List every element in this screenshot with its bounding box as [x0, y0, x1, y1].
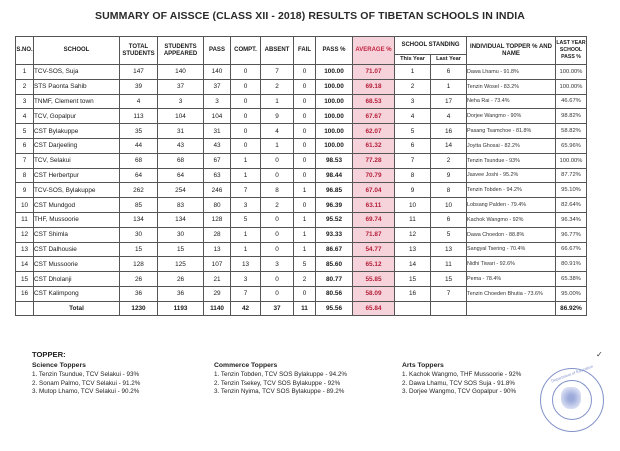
- cell-last-year: 11: [431, 257, 467, 272]
- cell-pass: 128: [204, 212, 231, 227]
- cell-compt: 0: [231, 65, 261, 80]
- cell-pass-pct: 93.33: [316, 227, 353, 242]
- cell-compt: 1: [231, 153, 261, 168]
- cell-absent: 0: [261, 227, 294, 242]
- total-row: [16, 301, 587, 315]
- cell-school: CST Dholanji: [34, 272, 120, 287]
- cell-sno: 16: [16, 286, 34, 301]
- header-appeared: STUDENTS APPEARED: [158, 37, 204, 65]
- cell-avg: 54.77: [353, 242, 395, 257]
- cell-lys: 100.00%: [556, 79, 587, 94]
- total-absent: 37: [261, 301, 294, 315]
- header-last-year: Last Year: [431, 55, 467, 65]
- cell-pass: 107: [204, 257, 231, 272]
- cell-appeared: 64: [158, 168, 204, 183]
- total-compt: 42: [231, 301, 261, 315]
- cell-absent: 9: [261, 109, 294, 124]
- cell-compt: 1: [231, 227, 261, 242]
- cell-fail: 0: [294, 124, 316, 139]
- cell-this-year: 15: [395, 272, 431, 287]
- total-students: 1230: [120, 301, 158, 315]
- cell-compt: 3: [231, 272, 261, 287]
- cell-compt: 3: [231, 198, 261, 213]
- cell-fail: 0: [294, 198, 316, 213]
- cell-sno: 14: [16, 257, 34, 272]
- header-this-year: This Year: [395, 55, 431, 65]
- cell-pass-pct: 100.00: [316, 65, 353, 80]
- total-cell-empty: [16, 301, 34, 315]
- cell-last-year: 6: [431, 212, 467, 227]
- cell-pass: 3: [204, 94, 231, 109]
- cell-pass: 140: [204, 65, 231, 80]
- cell-total: 134: [120, 212, 158, 227]
- page-title: SUMMARY OF AISSCE (CLASS XII - 2018) RESULTS OF TIBETAN SCHOOLS IN INDIA: [95, 10, 525, 22]
- cell-avg: 69.18: [353, 79, 395, 94]
- stamp-emblem-icon: [561, 387, 581, 409]
- cell-appeared: 15: [158, 242, 204, 257]
- cell-lys: 100.00%: [556, 153, 587, 168]
- cell-total: 44: [120, 138, 158, 153]
- cell-fail: 2: [294, 272, 316, 287]
- cell-lys: 58.82%: [556, 124, 587, 139]
- header-pass-pct: PASS %: [316, 37, 353, 65]
- cell-fail: 5: [294, 257, 316, 272]
- cell-this-year: 3: [395, 94, 431, 109]
- cell-pass-pct: 80.77: [316, 272, 353, 287]
- cell-topper: Lobsang Palden - 79.4%: [467, 198, 556, 213]
- cell-total: 64: [120, 168, 158, 183]
- cell-pass-pct: 100.00: [316, 124, 353, 139]
- cell-total: 147: [120, 65, 158, 80]
- cell-absent: 0: [261, 212, 294, 227]
- cell-pass-pct: 80.56: [316, 286, 353, 301]
- table-row: [16, 109, 587, 124]
- cell-sno: 2: [16, 79, 34, 94]
- cell-avg: 65.12: [353, 257, 395, 272]
- cell-fail: 0: [294, 94, 316, 109]
- cell-school: CST Kalimpong: [34, 286, 120, 301]
- total-appeared: 1193: [158, 301, 204, 315]
- header-sno: S.NO.: [16, 37, 34, 65]
- cell-sno: 10: [16, 198, 34, 213]
- header-topper: INDIVIDUAL TOPPER % AND NAME: [467, 37, 556, 65]
- total-average: 65.84: [353, 301, 395, 315]
- list-item: 2. Sonam Palmo, TCV Selakui - 91.2%: [32, 379, 141, 387]
- total-fail: 11: [294, 301, 316, 315]
- cell-school: TCV, Selakui: [34, 153, 120, 168]
- cell-avg: 71.07: [353, 65, 395, 80]
- cell-lys: 87.72%: [556, 168, 587, 183]
- cell-appeared: 68: [158, 153, 204, 168]
- table-row: [16, 272, 587, 287]
- table-row: [16, 79, 587, 94]
- cell-compt: 1: [231, 168, 261, 183]
- cell-this-year: 4: [395, 109, 431, 124]
- cell-this-year: 8: [395, 168, 431, 183]
- header-total: TOTAL STUDENTS: [120, 37, 158, 65]
- cell-appeared: 30: [158, 227, 204, 242]
- cell-compt: 1: [231, 242, 261, 257]
- cell-topper: Tenzin Choeden Bhutia - 73.6%: [467, 286, 556, 301]
- total-last-year-pass: 86.92%: [556, 301, 587, 315]
- total-label: Total: [34, 301, 120, 315]
- cell-pass-pct: 100.00: [316, 94, 353, 109]
- cell-absent: 0: [261, 153, 294, 168]
- cell-avg: 69.74: [353, 212, 395, 227]
- cell-school: TCV, Gopalpur: [34, 109, 120, 124]
- cell-absent: 1: [261, 94, 294, 109]
- cell-lys: 66.67%: [556, 242, 587, 257]
- cell-sno: 8: [16, 168, 34, 183]
- cell-absent: 8: [261, 183, 294, 198]
- cell-appeared: 43: [158, 138, 204, 153]
- cell-last-year: 6: [431, 65, 467, 80]
- results-body: [16, 65, 587, 302]
- cell-absent: 7: [261, 65, 294, 80]
- cell-last-year: 1: [431, 79, 467, 94]
- arts-toppers-title: Arts Toppers: [402, 362, 444, 369]
- cell-lys: 96.34%: [556, 212, 587, 227]
- cell-total: 85: [120, 198, 158, 213]
- cell-compt: 7: [231, 286, 261, 301]
- cell-school: TNMF, Clement town: [34, 94, 120, 109]
- cell-school: CST Herbertpur: [34, 168, 120, 183]
- cell-sno: 3: [16, 94, 34, 109]
- cell-compt: 0: [231, 124, 261, 139]
- cell-total: 36: [120, 286, 158, 301]
- cell-appeared: 254: [158, 183, 204, 198]
- cell-total: 68: [120, 153, 158, 168]
- cell-fail: 0: [294, 138, 316, 153]
- cell-topper: Dawa Lhamu - 91.8%: [467, 65, 556, 80]
- cell-lys: 95.00%: [556, 286, 587, 301]
- cell-topper: Pasang Tsamchoe - 81.8%: [467, 124, 556, 139]
- science-toppers-title: Science Toppers: [32, 362, 86, 369]
- cell-absent: 2: [261, 79, 294, 94]
- cell-this-year: 14: [395, 257, 431, 272]
- cell-pass: 67: [204, 153, 231, 168]
- cell-total: 113: [120, 109, 158, 124]
- cell-pass-pct: 86.67: [316, 242, 353, 257]
- cell-sno: 11: [16, 212, 34, 227]
- cell-appeared: 3: [158, 94, 204, 109]
- cell-topper: Kachok Wangmo - 92%: [467, 212, 556, 227]
- header-absent: ABSENT: [261, 37, 294, 65]
- table-row: [16, 168, 587, 183]
- header-compt: COMPT.: [231, 37, 261, 65]
- cell-lys: 98.82%: [556, 109, 587, 124]
- cell-sno: 13: [16, 242, 34, 257]
- cell-last-year: 2: [431, 153, 467, 168]
- cell-appeared: 36: [158, 286, 204, 301]
- cell-total: 15: [120, 242, 158, 257]
- cell-avg: 77.28: [353, 153, 395, 168]
- table-row: [16, 242, 587, 257]
- cell-school: CST Shimla: [34, 227, 120, 242]
- cell-avg: 67.67: [353, 109, 395, 124]
- list-item: 2. Dawa Lhamu, TCV SOS Suja - 91.8%: [402, 379, 515, 387]
- cell-this-year: 11: [395, 212, 431, 227]
- cell-school: STS Paonta Sahib: [34, 79, 120, 94]
- cell-avg: 61.32: [353, 138, 395, 153]
- table-row: [16, 286, 587, 301]
- cell-pass-pct: 100.00: [316, 109, 353, 124]
- official-stamp: [540, 363, 604, 432]
- table-row: [16, 124, 587, 139]
- cell-topper: Neha Rai - 73.4%: [467, 94, 556, 109]
- header-school: SCHOOL: [34, 37, 120, 65]
- cell-pass: 37: [204, 79, 231, 94]
- cell-pass: 31: [204, 124, 231, 139]
- cell-sno: 12: [16, 227, 34, 242]
- cell-school: CST Bylakuppe: [34, 124, 120, 139]
- cell-sno: 4: [16, 109, 34, 124]
- cell-last-year: 5: [431, 227, 467, 242]
- table-row: [16, 138, 587, 153]
- cell-this-year: 5: [395, 124, 431, 139]
- cell-pass-pct: 96.85: [316, 183, 353, 198]
- cell-sno: 6: [16, 138, 34, 153]
- list-item: 1. Tenzin Tobden, TCV SOS Bylakuppe - 94.2%: [214, 371, 348, 378]
- cell-absent: 3: [261, 257, 294, 272]
- cell-lys: 100.00%: [556, 65, 587, 80]
- commerce-toppers: [214, 362, 347, 397]
- table-row: [16, 227, 587, 242]
- table-row: [16, 153, 587, 168]
- cell-appeared: 125: [158, 257, 204, 272]
- cell-pass-pct: 98.53: [316, 153, 353, 168]
- cell-last-year: 9: [431, 168, 467, 183]
- cell-absent: 0: [261, 286, 294, 301]
- cell-pass: 13: [204, 242, 231, 257]
- cell-avg: 71.87: [353, 227, 395, 242]
- cell-last-year: 17: [431, 94, 467, 109]
- cell-last-year: 15: [431, 272, 467, 287]
- cell-last-year: 10: [431, 198, 467, 213]
- cell-fail: 1: [294, 183, 316, 198]
- table-row: [16, 65, 587, 80]
- cell-absent: 1: [261, 138, 294, 153]
- cell-this-year: 2: [395, 79, 431, 94]
- cell-lys: 80.91%: [556, 257, 587, 272]
- science-toppers: [32, 362, 140, 397]
- cell-this-year: 6: [395, 138, 431, 153]
- cell-lys: 95.10%: [556, 183, 587, 198]
- cell-sno: 5: [16, 124, 34, 139]
- cell-pass: 21: [204, 272, 231, 287]
- cell-topper: Tenzin Wosel - 83.2%: [467, 79, 556, 94]
- cell-total: 39: [120, 79, 158, 94]
- cell-appeared: 26: [158, 272, 204, 287]
- cell-topper: Pema - 78.4%: [467, 272, 556, 287]
- cell-topper: Dawa Choedon - 88.8%: [467, 227, 556, 242]
- cell-fail: 0: [294, 168, 316, 183]
- cell-absent: 0: [261, 272, 294, 287]
- cell-school: TCV-SOS, Bylakuppe: [34, 183, 120, 198]
- list-item: 3. Dorjee Wangmo, TCV Gopalpur - 90%: [402, 388, 517, 396]
- cell-fail: 0: [294, 286, 316, 301]
- cell-compt: 0: [231, 94, 261, 109]
- cell-compt: 5: [231, 212, 261, 227]
- cell-this-year: 7: [395, 153, 431, 168]
- table-row: [16, 183, 587, 198]
- header-pass: PASS: [204, 37, 231, 65]
- cell-absent: 4: [261, 124, 294, 139]
- cell-pass-pct: 96.39: [316, 198, 353, 213]
- cell-school: CST Darjeeling: [34, 138, 120, 153]
- cell-fail: 0: [294, 79, 316, 94]
- cell-this-year: 9: [395, 183, 431, 198]
- cell-appeared: 140: [158, 65, 204, 80]
- cell-absent: 2: [261, 198, 294, 213]
- cell-school: THF, Mussoorie: [34, 212, 120, 227]
- cell-compt: 7: [231, 183, 261, 198]
- cell-fail: 1: [294, 242, 316, 257]
- cell-last-year: 16: [431, 124, 467, 139]
- cell-appeared: 31: [158, 124, 204, 139]
- cell-this-year: 10: [395, 198, 431, 213]
- cell-appeared: 104: [158, 109, 204, 124]
- stamp-text: Department of Education: [550, 363, 594, 384]
- header-standing: SCHOOL STANDING: [395, 37, 467, 55]
- cell-pass-pct: 95.52: [316, 212, 353, 227]
- cell-appeared: 83: [158, 198, 204, 213]
- cell-topper: Joyita Ghosai - 82.2%: [467, 138, 556, 153]
- total-pass-pct: 95.56: [316, 301, 353, 315]
- cell-compt: 0: [231, 138, 261, 153]
- list-item: 3. Mutop Lhamo, TCV Selakui - 90.2%: [32, 388, 140, 396]
- cell-last-year: 4: [431, 109, 467, 124]
- cell-fail: 1: [294, 227, 316, 242]
- cell-pass: 80: [204, 198, 231, 213]
- cell-this-year: 16: [395, 286, 431, 301]
- cell-topper: Nidhi Tiwari - 92.6%: [467, 257, 556, 272]
- arts-toppers: [402, 362, 521, 397]
- cell-pass-pct: 100.00: [316, 138, 353, 153]
- cell-topper: Jasvee Joshi - 95.2%: [467, 168, 556, 183]
- list-item: 3. Tenzin Nyima, TCV SOS Bylakuppe - 89.2%: [214, 388, 345, 396]
- cell-absent: 0: [261, 168, 294, 183]
- cell-total: 35: [120, 124, 158, 139]
- cell-last-year: 14: [431, 138, 467, 153]
- table-row: [16, 257, 587, 272]
- cell-avg: 68.53: [353, 94, 395, 109]
- cell-avg: 58.09: [353, 286, 395, 301]
- cell-pass: 104: [204, 109, 231, 124]
- toppers-heading: TOPPER:: [32, 350, 66, 359]
- cell-pass-pct: 85.60: [316, 257, 353, 272]
- cell-avg: 62.07: [353, 124, 395, 139]
- cell-fail: 0: [294, 153, 316, 168]
- header-average: AVERAGE %: [353, 37, 395, 65]
- margin-mark: ✓: [596, 350, 603, 359]
- cell-this-year: 12: [395, 227, 431, 242]
- cell-last-year: 7: [431, 286, 467, 301]
- cell-fail: 1: [294, 212, 316, 227]
- cell-lys: 65.96%: [556, 138, 587, 153]
- cell-total: 262: [120, 183, 158, 198]
- cell-school: TCV-SOS, Suja: [34, 65, 120, 80]
- cell-lys: 65.38%: [556, 272, 587, 287]
- cell-appeared: 37: [158, 79, 204, 94]
- list-item: 1. Kachok Wangmo, THF Mussoorie - 92%: [402, 371, 522, 378]
- cell-pass-pct: 98.44: [316, 168, 353, 183]
- commerce-toppers-title: Commerce Toppers: [214, 362, 278, 369]
- total-this-year: [395, 301, 431, 315]
- cell-school: CST Mundgod: [34, 198, 120, 213]
- cell-absent: 0: [261, 242, 294, 257]
- cell-pass: 63: [204, 168, 231, 183]
- cell-avg: 67.04: [353, 183, 395, 198]
- list-item: 2. Tenzin Tsekey, TCV SOS Bylakuppe - 92%: [214, 379, 341, 387]
- table-row: [16, 198, 587, 213]
- total-last-year: [431, 301, 467, 315]
- cell-pass: 28: [204, 227, 231, 242]
- cell-topper: Dorjee Wangmo - 90%: [467, 109, 556, 124]
- header-last-year-pass: LAST YEAR SCHOOL PASS %: [556, 37, 587, 65]
- cell-this-year: 1: [395, 65, 431, 80]
- cell-compt: 13: [231, 257, 261, 272]
- total-pass: 1140: [204, 301, 231, 315]
- header-fail: FAIL: [294, 37, 316, 65]
- cell-lys: 96.77%: [556, 227, 587, 242]
- cell-school: CST Mussoorie: [34, 257, 120, 272]
- cell-topper: Sangyal Tsering - 70.4%: [467, 242, 556, 257]
- cell-topper: Tenzin Tobden - 94.2%: [467, 183, 556, 198]
- cell-school: CST Dalhousie: [34, 242, 120, 257]
- cell-lys: 82.64%: [556, 198, 587, 213]
- cell-pass: 43: [204, 138, 231, 153]
- cell-pass: 29: [204, 286, 231, 301]
- cell-sno: 9: [16, 183, 34, 198]
- list-item: 1. Tenzin Tsundue, TCV Selakui - 93%: [32, 371, 140, 378]
- cell-avg: 63.11: [353, 198, 395, 213]
- cell-fail: 0: [294, 65, 316, 80]
- cell-compt: 0: [231, 109, 261, 124]
- cell-avg: 55.85: [353, 272, 395, 287]
- cell-topper: Tenzin Tsundue - 93%: [467, 153, 556, 168]
- cell-appeared: 134: [158, 212, 204, 227]
- table-row: [16, 212, 587, 227]
- cell-lys: 46.67%: [556, 94, 587, 109]
- cell-total: 128: [120, 257, 158, 272]
- cell-last-year: 8: [431, 183, 467, 198]
- cell-fail: 0: [294, 109, 316, 124]
- total-topper: [467, 301, 556, 315]
- cell-total: 26: [120, 272, 158, 287]
- cell-pass-pct: 100.00: [316, 79, 353, 94]
- cell-sno: 15: [16, 272, 34, 287]
- cell-sno: 1: [16, 65, 34, 80]
- cell-sno: 7: [16, 153, 34, 168]
- table-row: [16, 94, 587, 109]
- cell-total: 30: [120, 227, 158, 242]
- results-table: [15, 36, 587, 316]
- cell-pass: 246: [204, 183, 231, 198]
- cell-compt: 0: [231, 79, 261, 94]
- cell-this-year: 13: [395, 242, 431, 257]
- cell-last-year: 13: [431, 242, 467, 257]
- cell-avg: 70.79: [353, 168, 395, 183]
- cell-total: 4: [120, 94, 158, 109]
